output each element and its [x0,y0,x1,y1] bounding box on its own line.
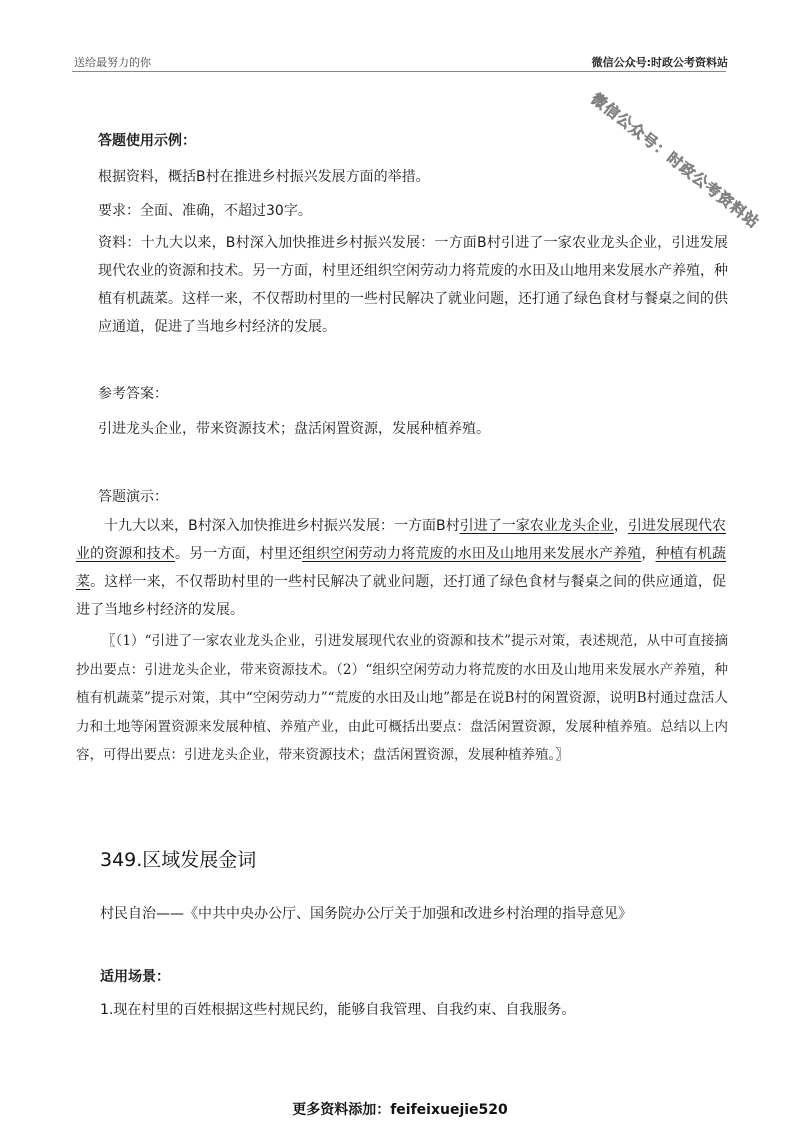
demo-underline-2: 引进发展现代农业的资源和技术 [76,518,727,562]
demo-underline-4: 种植有机蔬菜 [76,546,727,590]
example-requirement: 要求：全面、准确，不超过30字。 [98,203,312,219]
footer-contact: 更多资料添加：feifeixuejie520 [292,1102,508,1118]
demo-underline-3: 组织空闲劳动力将荒废的水田及山地用来发展水产养殖 [302,546,642,562]
demo-paragraph [76,512,726,624]
answer-text: 引进龙头企业，带来资源技术；盘活闲置资源，发展种植养殖。 [98,421,490,437]
section-title: 349.区域发展金词 [100,849,257,871]
scene-heading: 适用场景： [100,969,170,985]
demo-text-4: ， [641,546,656,562]
demo-analysis: 〖（1）“引进了一家农业龙头企业，引进发展现代农业的资源和技术”提示对策，表述规范，从中可直接摘抄出要点：引进龙头企业，带来资源技术。（2）“组织空闲劳动力将荒废的水田及山地用来发展水产养殖，种植有机蔬菜”提示对策，其中“空闲劳动力”“荒废的水田及山地”都是在说B村的闲置资源，说明B村通过盘活人力和土地等闲置资源来发展种植、养殖产业，由此可概括出要点：盘活闲置资源，发展种植养殖。总结以上内容，可得出要点：引进龙头企业，带来资源技术；盘活闲置资源，发展种植养殖。〗 [76,633,728,763]
answer-heading: 参考答案： [98,386,168,402]
demo-text-1: 十九大以来，B村深入加快推进乡村振兴发展：一方面B村 [104,518,460,534]
example-question: 根据资料，概括B村在推进乡村振兴发展方面的举措。 [98,169,430,185]
header-source: 微信公众号:时政公考资料站 [591,56,728,69]
demo-heading: 答题演示： [98,489,168,505]
section-source: 村民自治——《中共中央办公厅、国务院办公厅关于加强和改进乡村治理的指导意见》 [100,906,632,922]
demo-text-3: 。另一方面，村里还 [174,546,303,562]
header-divider [72,71,726,72]
scene-item-1: 1.现在村里的百姓根据这些村规民约，能够自我管理、自我约束、自我服务。 [100,1002,576,1018]
demo-underline-1: 引进了一家农业龙头企业 [459,518,614,534]
example-heading: 答题使用示例： [98,133,196,149]
demo-text-5: 。这样一来，不仅帮助村里的一些村民解决了就业问题，还打通了绿色食材与餐桌之间的供应通道，促进了当地乡村经济的发展。 [76,574,727,618]
header-slogan: 送给最努力的你 [74,56,151,69]
demo-text-2: ， [613,518,628,534]
diagonal-watermark: 微信公众号：时政公考资料站 [587,89,763,232]
example-material: 资料：十九大以来，B村深入加快推进乡村振兴发展：一方面B村引进了一家农业龙头企业，引进发展现代农业的资源和技术。另一方面，村里还组织空闲劳动力将荒废的水田及山地用来发展水产养殖，种植有机蔬菜。这样一来，不仅帮助村里的一些村民解决了就业问题，还打通了绿色食材与餐桌之间的供应通道，促进了当地乡村经济的发展。 [98,235,728,335]
